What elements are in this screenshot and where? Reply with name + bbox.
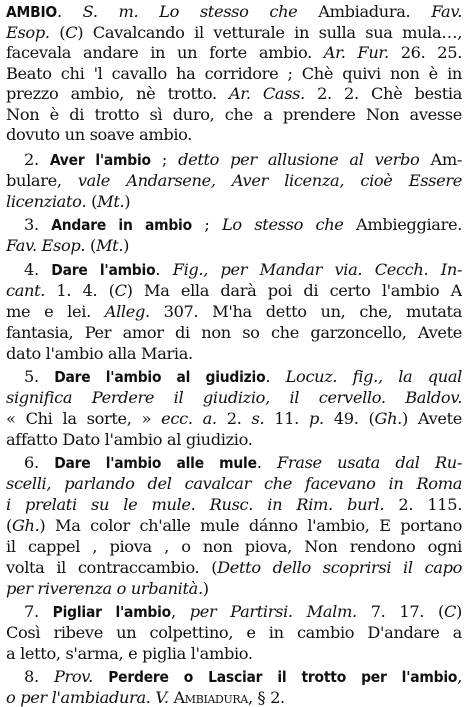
text-run: ) Cavalcando il vetturale in sulla sua mula…, <box>77 22 462 42</box>
text-run: 8. <box>24 667 54 686</box>
text-run: Gh. <box>11 516 40 535</box>
text-run: prezzo ambio, nè trotto. <box>6 84 229 103</box>
text-run: Pigliar l'ambio <box>52 603 171 621</box>
text-run: i prelati su le mule. Rusc. in Rim. burl. <box>6 495 385 514</box>
text-run: ; <box>150 150 179 169</box>
text-run: S. m. Lo stesso che <box>82 2 298 21</box>
text-run: ) <box>124 192 131 211</box>
text-line <box>6 125 462 144</box>
text-run: ) <box>456 602 462 621</box>
text-run: . <box>155 260 173 279</box>
text-run: detto per allusione al verbo <box>178 150 420 169</box>
text-run: ( <box>59 22 66 42</box>
text-line <box>6 579 462 598</box>
text-line <box>6 236 462 255</box>
text-run: Mt. <box>97 192 125 211</box>
text-run: bulare, <box>6 171 78 190</box>
text-run: per riverenza o urbanità. <box>6 579 203 598</box>
text-run: ) Avete <box>401 409 462 428</box>
text-line <box>6 23 462 42</box>
text-run <box>93 667 108 686</box>
text-run: « Chi la sorte, » <box>6 409 162 428</box>
text-run: . <box>256 453 277 472</box>
text-line <box>24 602 462 621</box>
text-run: ) <box>123 236 130 255</box>
text-run: Aver l'ambio <box>49 151 151 169</box>
text-line <box>24 260 462 279</box>
text-run: Fav. Esop. <box>6 236 86 255</box>
text-line <box>24 215 462 234</box>
text-run: Ambiadura <box>173 688 248 707</box>
text-run: 2. <box>216 409 252 428</box>
text-run: Locuz. fig., la qual <box>285 367 462 386</box>
text-line <box>24 453 462 472</box>
text-run: , § 2. <box>247 688 285 707</box>
text-run: Detto dello scoprirsi il capo <box>217 558 462 577</box>
text-line <box>6 430 462 449</box>
text-run: Fig., per Mandar via. Cecch. In- <box>172 260 462 279</box>
text-run: a letto, s'arma, e piglia l'ambio. <box>6 644 253 663</box>
text-run: p. <box>308 409 324 428</box>
text-run: C <box>65 22 78 42</box>
text-run: per Partirsi. Malm. <box>189 602 357 621</box>
text-line <box>6 495 462 514</box>
text-run: , <box>171 602 190 621</box>
text-run: Non è di trotto sì duro, che a prendere Non avesse <box>6 104 462 124</box>
text-run: 2. 115. <box>384 495 462 514</box>
text-run: Beato chi 'l cavallo ha corridore ; Chè quivi non è in <box>6 63 462 83</box>
text-run: ) <box>202 579 209 598</box>
text-run: il cappel , piova , o non piova, Non rendono ogni <box>6 537 462 556</box>
text-run: . <box>265 367 286 386</box>
text-run: 26. 25. <box>388 43 462 62</box>
text-run: vale Andarsene, Aver licenza, cioè Essere <box>77 171 462 190</box>
text-run: . <box>56 2 83 21</box>
text-run: Alleg. <box>104 302 150 321</box>
text-run: Dare l'ambio al giudizio <box>54 368 266 386</box>
text-run: 7. 17. ( <box>356 602 444 621</box>
text-run: cant. <box>6 281 46 300</box>
text-run: Mt. <box>95 236 124 255</box>
text-run: V. <box>155 688 169 707</box>
text-run: 2. 2. Chè bestia <box>304 84 462 103</box>
text-run: 1. 4. ( <box>45 281 115 300</box>
text-line <box>6 516 462 535</box>
text-line <box>6 302 462 321</box>
text-line <box>6 192 462 211</box>
text-run: ; <box>191 215 223 234</box>
text-run: ecc. a. <box>161 409 217 428</box>
text-run: dovuto un soave ambio. <box>6 125 193 144</box>
text-run: ( <box>85 236 96 255</box>
text-line <box>6 388 462 407</box>
text-run: C <box>443 602 457 621</box>
text-run: dato l'ambio alla Maria. <box>6 344 193 363</box>
text-run: Fav. <box>431 2 462 21</box>
text-run: Perdere o Lasciar il trotto per l'ambio <box>108 668 458 686</box>
text-run: Ambiadura. <box>297 2 432 21</box>
text-line <box>6 537 462 556</box>
text-run: Prov. <box>53 667 93 686</box>
text-run: 11. <box>264 409 309 428</box>
text-run: 6. <box>24 453 55 472</box>
text-line <box>6 323 462 342</box>
text-line <box>6 644 462 663</box>
text-run: affatto Dato l'ambio al giudizio. <box>6 430 253 449</box>
text-line <box>6 623 462 642</box>
text-run: Frase usata dal Ru- <box>277 453 462 472</box>
text-run: Gh. <box>374 409 402 428</box>
text-run: s. <box>251 409 265 428</box>
text-run: me e lei. <box>6 302 105 321</box>
text-run: . ( <box>81 192 98 211</box>
text-line <box>6 105 462 124</box>
text-run: ( <box>6 516 12 535</box>
text-run: volta il contraccambio. ( <box>6 558 218 577</box>
text-run: licenziato <box>6 192 82 211</box>
text-run: AMBIO <box>6 3 57 21</box>
text-run: Andare in ambio <box>51 216 192 234</box>
text-run: significa Perdere il giudizio, il cervello. Baldov. <box>6 388 462 407</box>
text-run: 307. M'ha detto un, che, mutata <box>149 302 462 321</box>
text-line <box>24 367 462 386</box>
text-run: ) Ma ella darà poi di certo l'ambio A <box>126 281 462 300</box>
text-line <box>6 281 462 300</box>
text-run: Ar. Fur. <box>323 43 389 62</box>
text-run: . <box>145 688 156 707</box>
text-run: ) Ma color ch'alle mule dánno l'ambio, E portano <box>39 516 462 535</box>
text-run: 5. <box>24 367 55 386</box>
text-line <box>24 150 462 169</box>
text-run: 4. <box>24 260 52 279</box>
text-line <box>6 558 462 577</box>
text-line <box>24 667 462 686</box>
text-line <box>6 688 462 707</box>
text-run: fantasia, Per amor di non so che garzoncello, Avete <box>6 323 462 342</box>
text-run: o per l'ambiadura <box>6 688 146 707</box>
text-run: Così ribeve un colpettino, e in cambio D'andare a <box>6 623 462 642</box>
text-run: 49. ( <box>323 409 375 428</box>
text-run: Ambieggiare. <box>343 215 462 234</box>
text-run: Esop. <box>6 22 60 42</box>
text-run: C <box>114 281 127 300</box>
text-line <box>6 2 462 21</box>
text-run: Dare l'ambio alle mule <box>54 454 257 472</box>
text-run: 3. <box>24 215 52 234</box>
text-line <box>6 409 462 428</box>
text-run: Ar. Cass. <box>228 84 305 103</box>
text-run: scelli, parlando del cavalcar che facevano in Roma <box>6 474 462 493</box>
text-line <box>6 171 462 190</box>
text-line <box>6 64 462 83</box>
text-run: Dare l'ambio <box>51 261 156 279</box>
text-run: facevala andare in un forte ambio. <box>6 43 324 62</box>
text-line <box>6 344 462 363</box>
text-line <box>6 474 462 493</box>
text-run: , <box>457 667 462 686</box>
text-run: Am- <box>419 150 462 169</box>
text-run: Lo stesso che <box>222 215 344 234</box>
text-line <box>6 43 462 62</box>
text-run: 7. <box>24 602 53 621</box>
text-line <box>6 84 462 103</box>
text-run: 2. <box>24 150 50 169</box>
